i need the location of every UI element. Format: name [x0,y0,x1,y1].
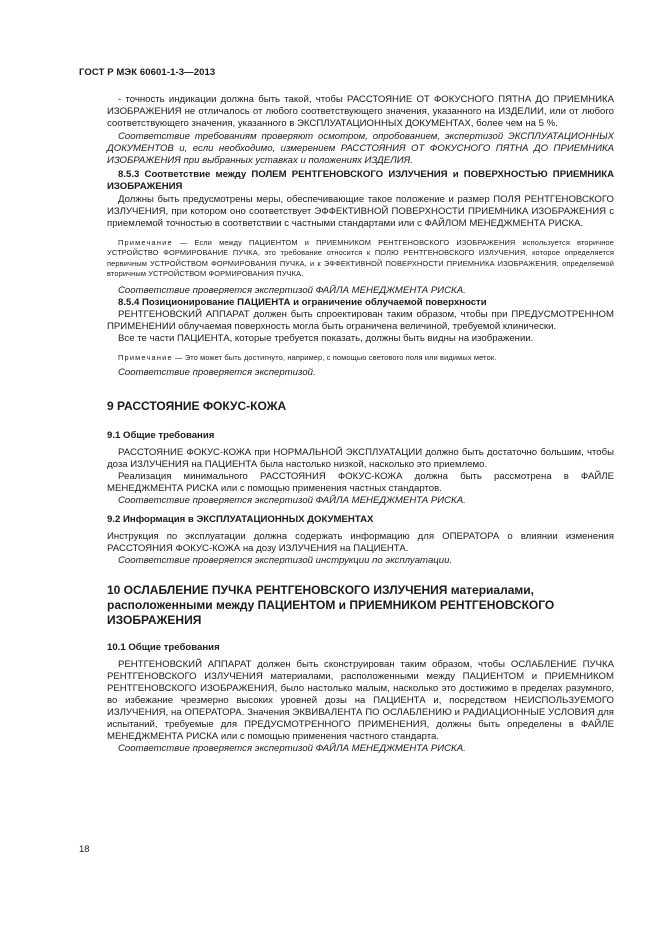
page-number: 18 [79,844,90,855]
paragraph-minimum-distance: Реализация минимального РАССТОЯНИЯ ФОКУС-КОЖА должна быть рассмотрена в ФАЙЛЕ МЕНЕДЖМЕНТА РИСКА или с помощью применения частных стандартов. [107,470,614,494]
paragraph-operator-info: Инструкция по эксплуатации должна содержать информацию для ОПЕРАТОРА о влиянии изменения РАССТОЯНИЯ ФОКУС-КОЖА на дозу ИЗЛУЧЕНИЯ на ПАЦИЕНТА. [107,531,614,555]
compliance-check-3: Соответствие проверяется экспертизой. [118,366,316,378]
paragraph-field-match: Должны быть предусмотрены меры, обеспечивающие такое положение и размер ПОЛЯ РЕНТГЕНОВСКОГО ИЗЛУЧЕНИЯ, при котором оно соответствует ЭФФЕКТИВНОЙ ПОВЕРХНОСТИ ПРИЕМНИКА ИЗОБРАЖЕНИЯ с приемлемой точностью в соответствии с частными стандартами или с ФАЙЛОМ МЕНЕДЖМЕНТА РИСКА. [107,193,614,229]
compliance-check-6: Соответствие проверяется экспертизой ФАЙЛА МЕНЕДЖМЕНТА РИСКА. [118,743,466,755]
note-label: Примечание [118,238,173,248]
section-8-5-3-heading: 8.5.3 Соответствие между ПОЛЕМ РЕНТГЕНОВСКОГО ИЗЛУЧЕНИЯ и ПОВЕРХНОСТЬЮ ПРИЕМНИКА ИЗОБРАЖЕНИЯ [107,168,614,192]
section-9-heading: 9 РАССТОЯНИЕ ФОКУС-КОЖА [107,398,287,413]
compliance-check-1: Соответствие требованиям проверяют осмотром, опробованием, экспертизой ЭКСПЛУАТАЦИОННЫХ ДОКУМЕНТОВ и, если необходимо, измерением РАССТОЯНИЯ ОТ ФОКУСНОГО ПЯТНА ДО ПРИЕМНИКА ИЗОБРАЖЕНИЯ при выбранных уставках и положениях ИЗДЕЛИЯ. [107,131,614,167]
paragraph-positioning: РЕНТГЕНОВСКИЙ АППАРАТ должен быть спроектирован таким образом, чтобы при ПРЕДУСМОТРЕННОМ ПРИМЕНЕНИИ облучаемая поверхность могла быть ограничена величиной, требуемой клинически. [107,308,614,332]
compliance-check-5: Соответствие проверяется экспертизой инструкции по эксплуатации. [118,555,453,567]
paragraph-visible-parts: Все те части ПАЦИЕНТА, которые требуется показать, должны быть видны на изображении. [118,333,534,345]
section-8-5-4-heading: 8.5.4 Позиционирование ПАЦИЕНТА и ограничение облучаемой поверхности [118,296,487,308]
compliance-check-2: Соответствие проверяется экспертизой ФАЙЛА МЕНЕДЖМЕНТА РИСКА. [118,284,466,296]
document-body [107,94,614,755]
note-label: Примечание [118,353,173,363]
note-text: — Если между ПАЦИЕНТОМ и ПРИЕМНИКОМ РЕНТГЕНОВСКОГО ИЗОБРАЖЕНИЯ используется вторичное УСТРОЙСТВО ФОРМИРОВАНИЕ ПУЧКА, это требование относится к ПОЛЮ РЕНТГЕНОВСКОГО ИЗЛУЧЕНИЯ, которое определяется первичным УСТРОЙСТВОМ ФОРМИРОВАНИЯ ПУЧКА, и к ЭФФЕКТИВНОЙ ПОВЕРХНОСТИ ПРИЕМНИКА ИЗОБРАЖЕНИЯ, определяемой вторичным УСТРОЙСТВОМ ФОРМИРОВАНИЯ ПУЧКА. [107,238,614,279]
note-light-field [107,353,614,363]
document-header: ГОСТ Р МЭК 60601-1-3—2013 [79,67,216,78]
section-10-1-heading: 10.1 Общие требования [107,641,220,653]
paragraph-accuracy: - точность индикации должна быть такой, чтобы РАССТОЯНИЕ ОТ ФОКУСНОГО ПЯТНА ДО ПРИЕМНИКА ИЗОБРАЖЕНИЯ не отличалось от любого соответствующего значения, указанного на ИЗДЕЛИИ, или от любого соответствующего значения, указанного в ЭКСПЛУАТАЦИОННЫХ ДОКУМЕНТАХ, более чем на 5 %. [107,94,614,130]
compliance-check-4: Соответствие проверяется экспертизой ФАЙЛА МЕНЕДЖМЕНТА РИСКА. [118,495,466,507]
note-text: — Это может быть достигнуто, например, с помощью светового поля или видимых меток. [175,353,497,363]
note-secondary-beam [107,238,614,280]
section-10-heading: 10 ОСЛАБЛЕНИЕ ПУЧКА РЕНТГЕНОВСКОГО ИЗЛУЧЕНИЯ материалами, расположенными между ПАЦИЕНТОМ и ПРИЕМНИКОМ РЕНТГЕНОВСКОГО ИЗОБРАЖЕНИЯ [107,582,555,627]
paragraph-focus-skin-distance: РАССТОЯНИЕ ФОКУС-КОЖА при НОРМАЛЬНОЙ ЭКСПЛУАТАЦИИ должно быть достаточно большим, чтобы доза ИЗЛУЧЕНИЯ на ПАЦИЕНТА была настолько низкой, насколько это приемлемо. [107,446,614,470]
section-9-2-heading: 9.2 Информация в ЭКСПЛУАТАЦИОННЫХ ДОКУМЕНТАХ [107,514,374,526]
paragraph-attenuation: РЕНТГЕНОВСКИЙ АППАРАТ должен быть сконструирован таким образом, чтобы ОСЛАБЛЕНИЕ ПУЧКА РЕНТГЕНОВСКОГО ИЗЛУЧЕНИЯ материалами, расположенными между ПАЦИЕНТОМ и ПРИЕМНИКОМ РЕНТГЕНОВСКОГО ИЗОБРАЖЕНИЯ, было настолько малым, насколько это достижимо в пределах разумного, во избежание чрезмерно высоких уровней дозы на ПАЦИЕНТА и, посредством НЕИСПОЛЬЗУЕМОГО ИЗЛУЧЕНИЯ, на ОПЕРАТОРА. Значения ЭКВИВАЛЕНТА ПО ОСЛАБЛЕНИЮ и РАДИАЦИОННЫЕ УСЛОВИЯ для испытаний, требуемые для ПРЕДУСМОТРЕННОГО ПРИМЕНЕНИЯ, должны быть определены в ФАЙЛЕ МЕНЕДЖМЕНТА РИСКА или с помощью применения частного стандарта. [107,658,614,743]
section-9-1-heading: 9.1 Общие требования [107,429,215,441]
